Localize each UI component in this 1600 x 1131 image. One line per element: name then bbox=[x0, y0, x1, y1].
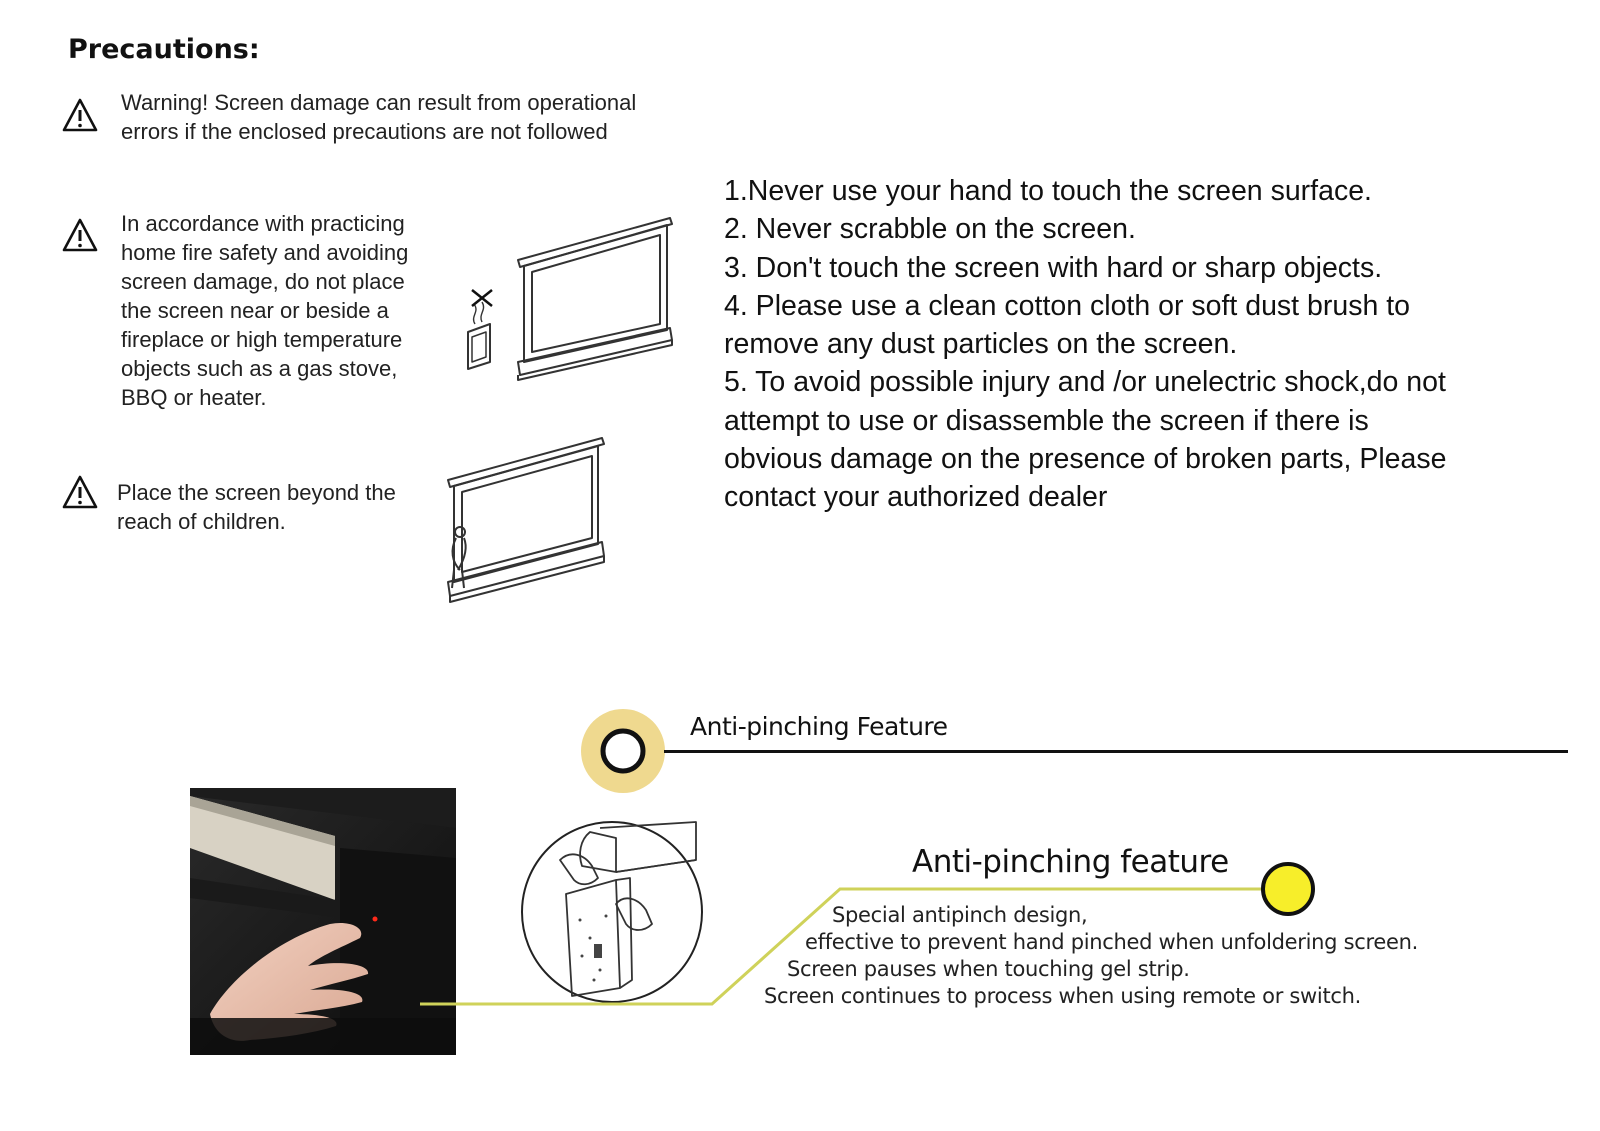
warning-triangle-icon bbox=[62, 98, 98, 132]
rule-line: obvious damage on the presence of broken parts, Please bbox=[724, 443, 1447, 476]
care-rules-list bbox=[724, 172, 1446, 517]
feature-description-line: Screen continues to process when using remote or switch. bbox=[764, 984, 1362, 1008]
rule-line: attempt to use or disassemble the screen if there is bbox=[724, 404, 1369, 437]
rule-line: 2. Never scrabble on the screen. bbox=[724, 213, 1136, 246]
rule-line: remove any dust particles on the screen. bbox=[724, 328, 1238, 361]
warning-fire-safety: In accordance with practicing home fire safety and avoiding screen damage, do not place the screen near or beside a fireplace or high temperature objects such as a gas stove, BBQ or heater. bbox=[121, 211, 409, 410]
feature-description-line: Special antipinch design, bbox=[832, 903, 1088, 927]
warning-children: Place the screen beyond the reach of children. bbox=[117, 480, 396, 534]
rule-line: 4. Please use a clean cotton cloth or soft dust brush to bbox=[724, 289, 1410, 322]
screen-near-heater-illustration bbox=[460, 212, 685, 387]
feature-heading: Anti-pinching feature bbox=[912, 844, 1229, 880]
feature-description-line: effective to prevent hand pinched when unfoldering screen. bbox=[805, 930, 1418, 954]
section-title: Anti-pinching Feature bbox=[690, 712, 948, 741]
rule-line: 5. To avoid possible injury and /or unelectric shock,do not bbox=[724, 366, 1446, 399]
rule-line: 1.Never use your hand to touch the screen surface. bbox=[724, 175, 1372, 207]
section-ring-icon bbox=[580, 708, 666, 794]
warning-operational-errors: Warning! Screen damage can result from operational errors if the enclosed precautions are not followed bbox=[121, 90, 637, 144]
feature-dot-icon bbox=[1260, 861, 1316, 917]
rule-line: contact your authorized dealer bbox=[724, 481, 1108, 514]
feature-description-line: Screen pauses when touching gel strip. bbox=[787, 957, 1190, 981]
section-divider bbox=[664, 750, 1568, 753]
page-title: Precautions: bbox=[68, 34, 260, 65]
warning-triangle-icon bbox=[62, 475, 98, 509]
rule-line: 3. Don't touch the screen with hard or sharp objects. bbox=[724, 251, 1383, 284]
warning-triangle-icon bbox=[62, 218, 98, 252]
screen-child-illustration bbox=[440, 432, 620, 610]
